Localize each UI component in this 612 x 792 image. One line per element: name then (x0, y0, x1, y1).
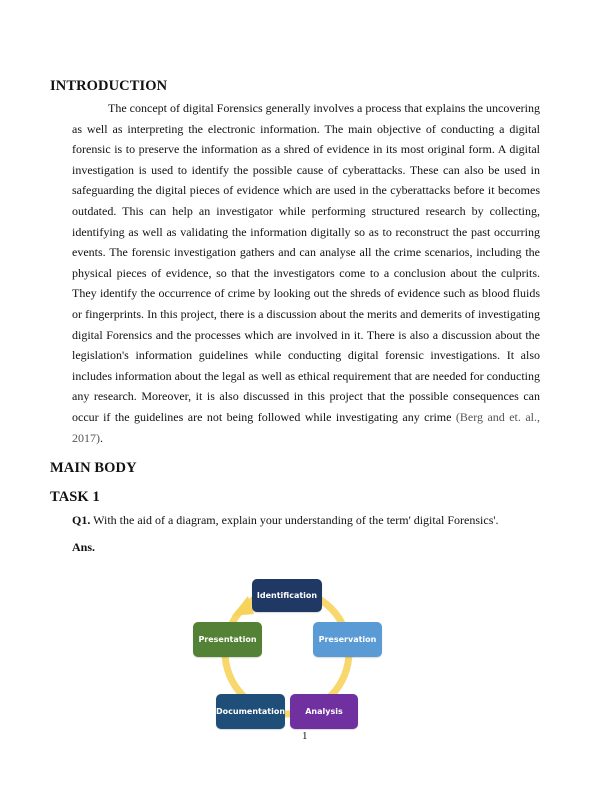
step-identification: Identification (252, 579, 322, 612)
step-analysis: Analysis (290, 694, 358, 729)
question-text: With the aid of a diagram, explain your understanding of the term' digital Forensics'. (93, 513, 499, 527)
page-number: 1 (302, 730, 308, 742)
citation: (Berg and et. al., 2017) (72, 409, 540, 445)
answer-label: Ans. (72, 540, 96, 554)
question-1 (72, 512, 499, 528)
introduction-body: The concept of digital Forensics generally involves a process that explains the uncovering as well as interpreting the electronic information. The main objective of conducting a digital forensic is to preserve the information as a shred of evidence in its most original form. A digital investigation is used to identify the possible cause of cyberattacks. These can also be used in safeguarding the digital pieces of evidence which are used in the cyberattacks before it becomes outdated. This can help an investigator while performing structured research by collecting, identifying as well as validating the information digitally so as to reconstruct the past occurring events. The forensic investigation gathers and can analyse all the crime scenarios, including the physical pieces of evidence, so that the investigators come to a conclusion about the culprits. They identify the occurrence of crime by looking out the shreds of evidence such as blood fluids or fingerprints. In this project, there is a discussion about the merits and demerits of investigating digital Forensics and the processes which are involved in it. There is also a discussion about the legislation's information guidelines while conducting digital forensic investigations. It also includes information about the legal as well as ethical requirement that are needed for conducting any research. Moreover, it is also discussed in this project that the possible consequences can occur if the guidelines are not being followed while investigating any crime (72, 101, 540, 424)
digital-forensics-process-diagram (190, 574, 386, 734)
step-preservation: Preservation (313, 622, 382, 657)
step-documentation: Documentation (216, 694, 285, 729)
introduction-paragraph (72, 98, 540, 448)
step-presentation: Presentation (193, 622, 262, 657)
sentence-end: . (100, 430, 103, 445)
question-label: Q1. (72, 513, 91, 527)
task-1-heading: TASK 1 (50, 489, 100, 505)
introduction-heading: INTRODUCTION (50, 78, 168, 94)
main-body-heading: MAIN BODY (50, 460, 137, 476)
